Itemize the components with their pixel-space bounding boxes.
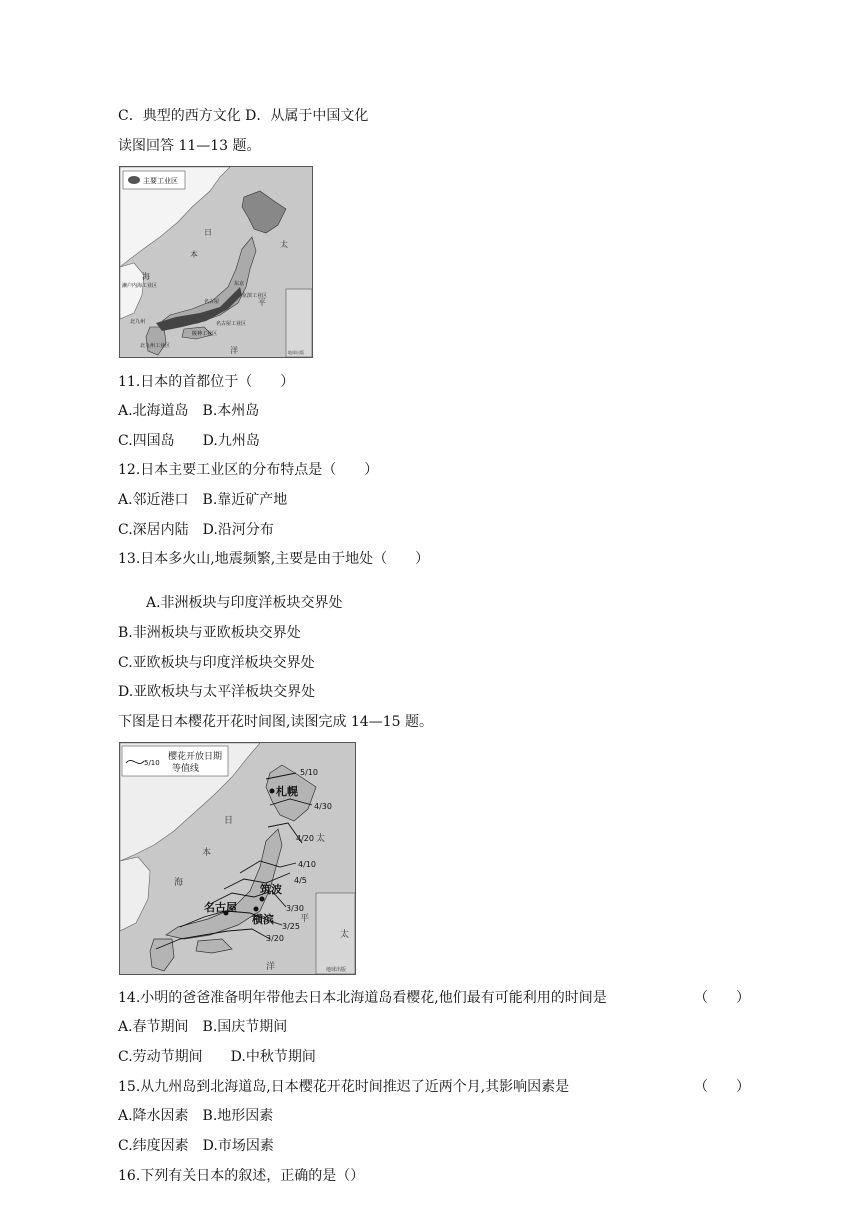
sea-label: 太 [316,834,326,844]
sea-label: 洋 [230,346,238,355]
sea-label: 海 [174,878,184,888]
sea-label: 本 [190,250,198,259]
q14-options-ab: A.春节期间 B.国庆节期间 [118,1019,288,1035]
legend-label: 主要工业区 [143,177,178,185]
q13-option-c: C.亚欧板块与印度洋板块交界处 [118,655,315,671]
question-15: 15.从九州岛到北海道岛,日本樱花开花时间推迟了近两个月,其影响因素是 [118,1079,570,1095]
hokkaido-island [242,191,286,233]
shikoku-island [196,939,232,953]
city-label: 筑波 [260,883,282,896]
isoline-label: 4/5 [294,876,307,885]
sea-label: 太 [340,930,350,940]
q14-options-cd: C.劳动节期间 D.中秋节期间 [118,1049,316,1065]
legend-subtitle: 等值线 [172,764,200,774]
map-credit: 地球出版 [288,350,304,355]
korea-peninsula [120,857,150,931]
japan-industrial-map [119,166,313,358]
question-12: 12.日本主要工业区的分布特点是（ ） [118,462,379,478]
q12-options-cd: C.深居内陆 D.沿河分布 [118,522,274,538]
option-line-c-d: C．典型的西方文化 D．从属于中国文化 [118,108,369,124]
legend-swatch [128,176,140,184]
isoline-label: 3/20 [266,934,284,943]
kyushu-island [146,327,166,355]
city-label: 北九州 [130,319,146,325]
question-11: 11.日本的首都位于（ ） [118,374,295,390]
region-label: 京滨工业区 [242,293,268,299]
answer-paren-q14: （ ） [694,990,750,1006]
question-16: 16.下列有关日本的叙述，正确的是（） [118,1168,365,1184]
city-label: 横滨 [252,913,274,926]
region-label: 阪神工业区 [192,331,218,337]
city-label: 名古屋 [204,901,237,914]
sea-label: 海 [142,272,150,281]
q15-options-ab: A.降水因素 B.地形因素 [118,1108,274,1124]
sea-label: 日 [224,816,234,826]
city-dot-sapporo [270,789,275,794]
inset-box [316,893,355,974]
sea-label: 本 [202,848,212,858]
isoline-label: 3/25 [282,922,300,931]
question-14: 14.小明的爸爸准备明年带他去日本北海道岛看樱花,他们最有可能利用的时间是 [118,990,607,1006]
sea-label: 日 [204,228,212,237]
isoline-label: 4/30 [314,802,332,811]
city-dot-tsukuba [260,897,265,902]
cherry-blossom-map [119,742,356,975]
q13-option-d: D.亚欧板块与太平洋板块交界处 [118,684,316,700]
region-label: 北九州工业区 [140,343,171,349]
question-13: 13.日本多火山,地震频繁,主要是由于地处（ ） [118,551,430,567]
sea-label: 洋 [266,962,276,972]
legend-title: 樱花开放日期 [168,752,223,762]
isoline-label: 4/20 [296,834,314,843]
map-credit: 地球出版 [326,967,347,973]
region-label: 濑户内海工业区 [122,283,158,289]
q11-options-cd: C.四国岛 D.九州岛 [118,433,260,449]
city-label: 东京 [234,281,245,287]
isoline-label: 4/10 [298,860,316,869]
sea-label: 平 [300,914,310,924]
city-label: 名古屋 [204,299,220,305]
city-dot-yokohama [254,907,259,912]
instruction-q14-15: 下图是日本樱花开花时间图,读图完成 14—15 题。 [118,714,433,730]
q12-options-ab: A.邻近港口 B.靠近矿产地 [118,492,288,508]
sea-label: 太 [280,240,288,249]
q13-option-a: A.非洲板块与印度洋板块交界处 [146,595,343,611]
legend-sample-label: 5/10 [144,759,160,767]
instruction-q11-13: 读图回答 11—13 题。 [118,138,261,154]
isoline-label: 3/30 [286,904,304,913]
sea-label: 平 [258,298,266,307]
kyushu-island [150,939,174,971]
answer-paren-q15: （ ） [694,1079,750,1095]
q11-options-ab: A.北海道岛 B.本州岛 [118,403,260,419]
isoline-label: 5/10 [300,768,318,777]
korea-peninsula [120,263,144,319]
city-label: 札幌 [276,785,298,798]
region-label: 名古屋工业区 [216,321,247,327]
q15-options-cd: C.纬度因素 D.市场因素 [118,1138,274,1154]
q13-option-b: B.非洲板块与亚欧板块交界处 [118,625,301,641]
inset-box [286,289,312,357]
